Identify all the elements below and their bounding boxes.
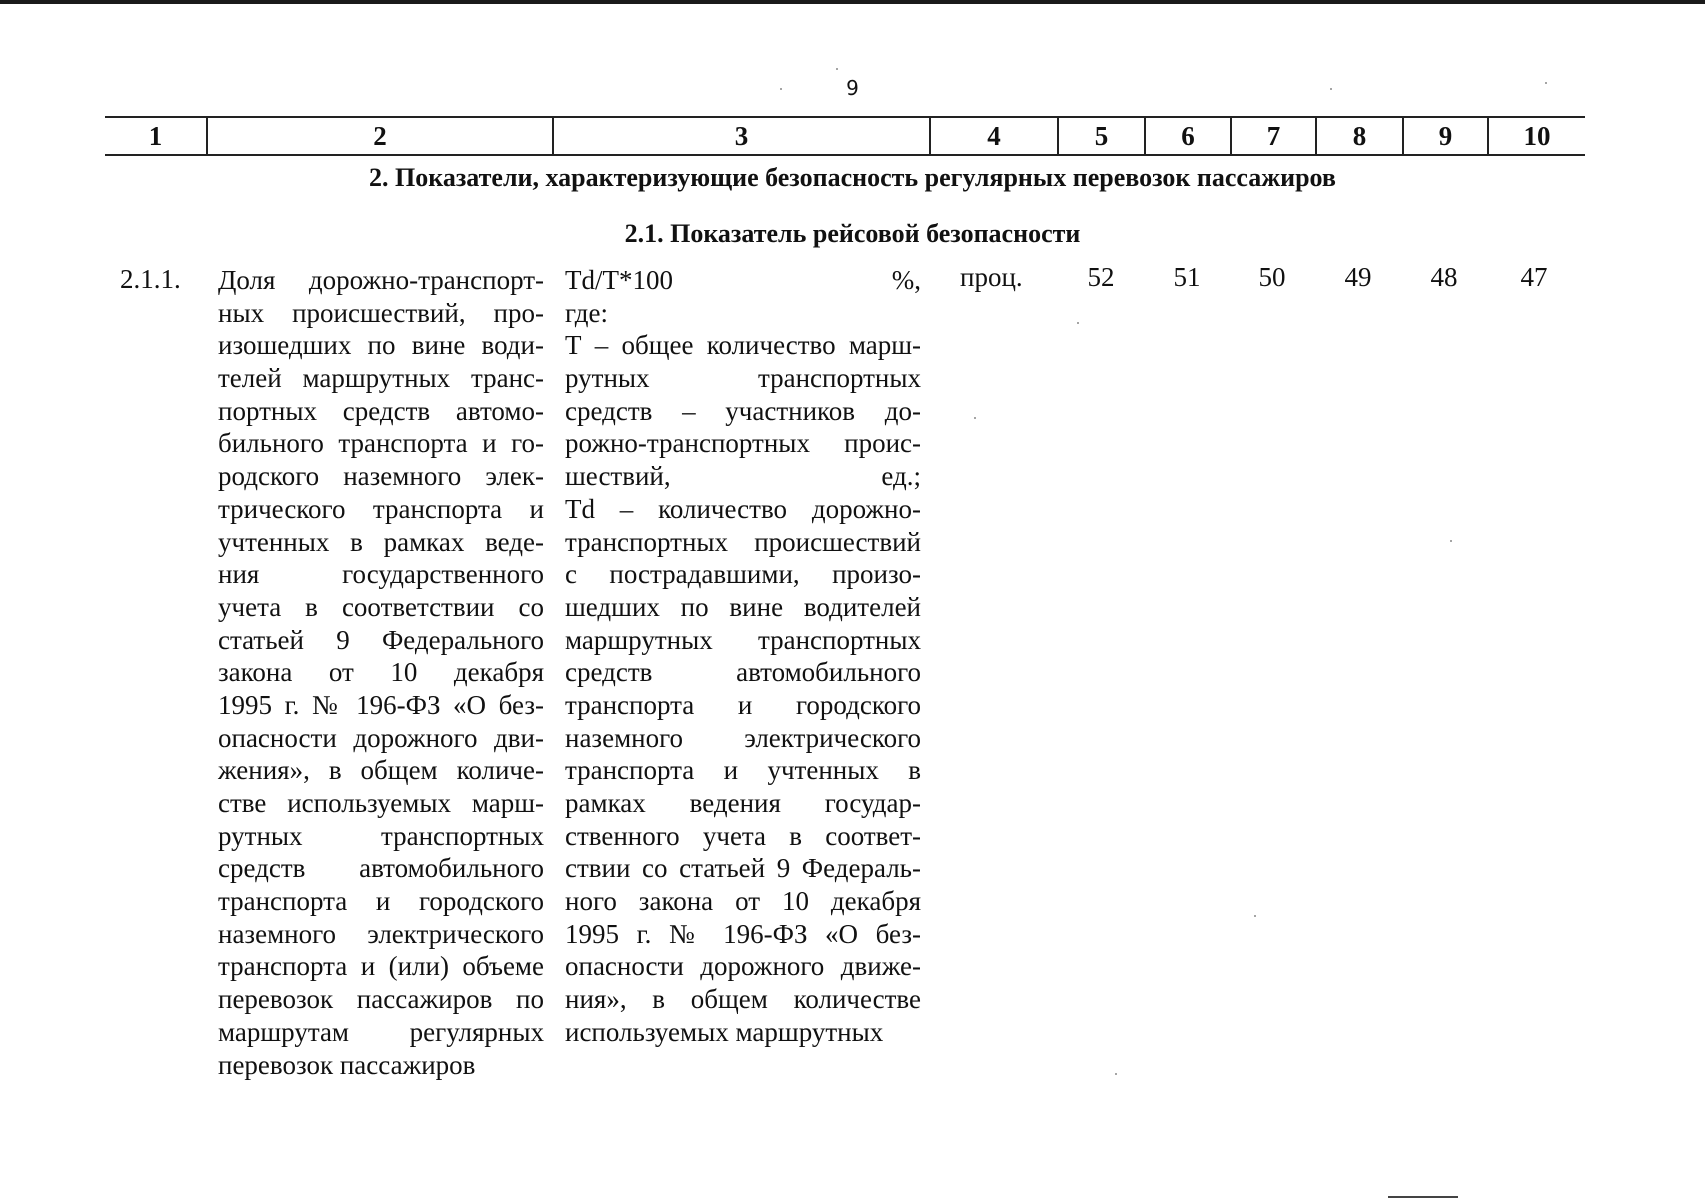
text-line: транспорта и (или) объеме: [218, 951, 544, 982]
text-line: ния государственного: [218, 559, 544, 590]
text-line: учтенных в рамках веде-: [218, 526, 544, 557]
column-number-2: 2: [206, 118, 552, 154]
unit-of-measure: проц.: [960, 262, 1023, 292]
text-line: телей маршрутных транс-: [218, 363, 544, 394]
text-line: ственного учета в соответ-: [565, 820, 921, 851]
value-col-10: 47: [1520, 262, 1548, 292]
text-line: изошедших по вине води-: [218, 330, 544, 361]
text-line: Td – количество дорожно-: [565, 493, 921, 524]
text-line: используемых маршрутных: [565, 1016, 884, 1047]
text-line: шедших по вине водителей: [565, 591, 921, 622]
column-number-header-row: [105, 116, 1585, 156]
text-line: Т – общее количество марш-: [565, 330, 921, 361]
text-line: транспорта и городского: [565, 689, 921, 720]
text-line: средств автомобильного: [565, 657, 921, 688]
scan-top-edge: [0, 0, 1705, 4]
text-line: ного закона от 10 декабря: [565, 886, 921, 917]
text-line: портных средств автомо-: [218, 395, 544, 426]
value-col-8: 49: [1344, 262, 1372, 292]
text-line: маршрутных транспортных: [565, 624, 921, 655]
text-line: стве используемых марш-: [218, 788, 544, 818]
text-line: с пострадавшими, произо-: [565, 559, 921, 590]
text-line: перевозок пассажиров по: [218, 984, 544, 1015]
scan-speck: [1115, 1073, 1117, 1075]
column-number-9: 9: [1402, 118, 1487, 154]
text-line: где:: [565, 297, 608, 328]
column-number-5: 5: [1057, 118, 1144, 154]
text-line: средств автомобильного: [218, 853, 544, 884]
column-number-1: 1: [148, 120, 163, 151]
value-col-9: 48: [1430, 262, 1458, 292]
text-line: ния», в общем количестве: [565, 984, 921, 1015]
text-line: транспорта и учтенных в: [565, 755, 921, 786]
text-line: статьей 9 Федерального: [218, 624, 544, 655]
text-line: наземного электрического: [218, 918, 544, 949]
text-line: рожно-транспортных проис-: [565, 428, 921, 459]
calculation-formula: [565, 264, 921, 1049]
text-line: трического транспорта и: [218, 493, 544, 524]
scan-speck: [1330, 88, 1332, 90]
text-line: средств – участников до-: [565, 395, 921, 426]
text-line: рамках ведения государ-: [565, 788, 921, 818]
text-line: закона от 10 декабря: [218, 657, 544, 688]
scan-speck: [974, 417, 976, 419]
row-number: 2.1.1.: [120, 264, 181, 294]
text-line: жения», в общем количе-: [218, 755, 544, 786]
column-number-7: 7: [1230, 118, 1315, 154]
text-line: ствии со статьей 9 Федераль-: [565, 853, 921, 884]
text-line: бильного транспорта и го-: [218, 428, 544, 459]
text-line: 1995 г. № 196-ФЗ «О без-: [218, 689, 544, 720]
value-col-5: 52: [1087, 262, 1115, 292]
scan-footer-mark: [1388, 1196, 1458, 1198]
text-line: учета в соответствии со: [218, 591, 544, 622]
scan-speck: [1545, 82, 1547, 84]
text-line: Доля дорожно-транспорт-: [218, 265, 544, 295]
column-number-8: 8: [1315, 118, 1402, 154]
indicator-description: [218, 264, 544, 1081]
text-line: рутных транспортных: [218, 820, 544, 851]
section-heading: 2. Показатели, характеризующие безопасность регулярных перевозок пассажиров: [369, 163, 1336, 192]
text-line: опасности дорожного дви-: [218, 722, 544, 753]
text-line: ных происшествий, про-: [218, 297, 544, 328]
value-col-6: 51: [1173, 262, 1201, 292]
subsection-heading: 2.1. Показатель рейсовой безопасности: [624, 219, 1081, 248]
scan-speck: [836, 68, 838, 70]
text-line: родского наземного элек-: [218, 461, 544, 492]
scan-speck: [1254, 915, 1256, 917]
text-line: Td/T*100 %,: [565, 265, 921, 295]
column-number-3: 3: [552, 118, 929, 154]
text-line: транспортных происшествий: [565, 526, 921, 557]
scan-speck: [1077, 322, 1079, 324]
column-number-4: 4: [929, 118, 1057, 154]
value-col-7: 50: [1258, 262, 1286, 292]
column-number-6: 6: [1144, 118, 1230, 154]
text-line: шествий, ед.;: [565, 461, 921, 492]
text-line: 1995 г. № 196-ФЗ «О без-: [565, 918, 921, 949]
text-line: маршрутам регулярных: [218, 1016, 544, 1047]
text-line: транспорта и городского: [218, 886, 544, 917]
text-line: опасности дорожного движе-: [565, 951, 921, 982]
column-number-10: 10: [1487, 118, 1585, 154]
scan-speck: [780, 88, 782, 90]
scan-speck: [1450, 540, 1452, 542]
text-line: наземного электрического: [565, 722, 921, 753]
text-line: рутных транспортных: [565, 363, 921, 394]
page-number: 9: [846, 76, 859, 100]
text-line: перевозок пассажиров: [218, 1049, 476, 1080]
